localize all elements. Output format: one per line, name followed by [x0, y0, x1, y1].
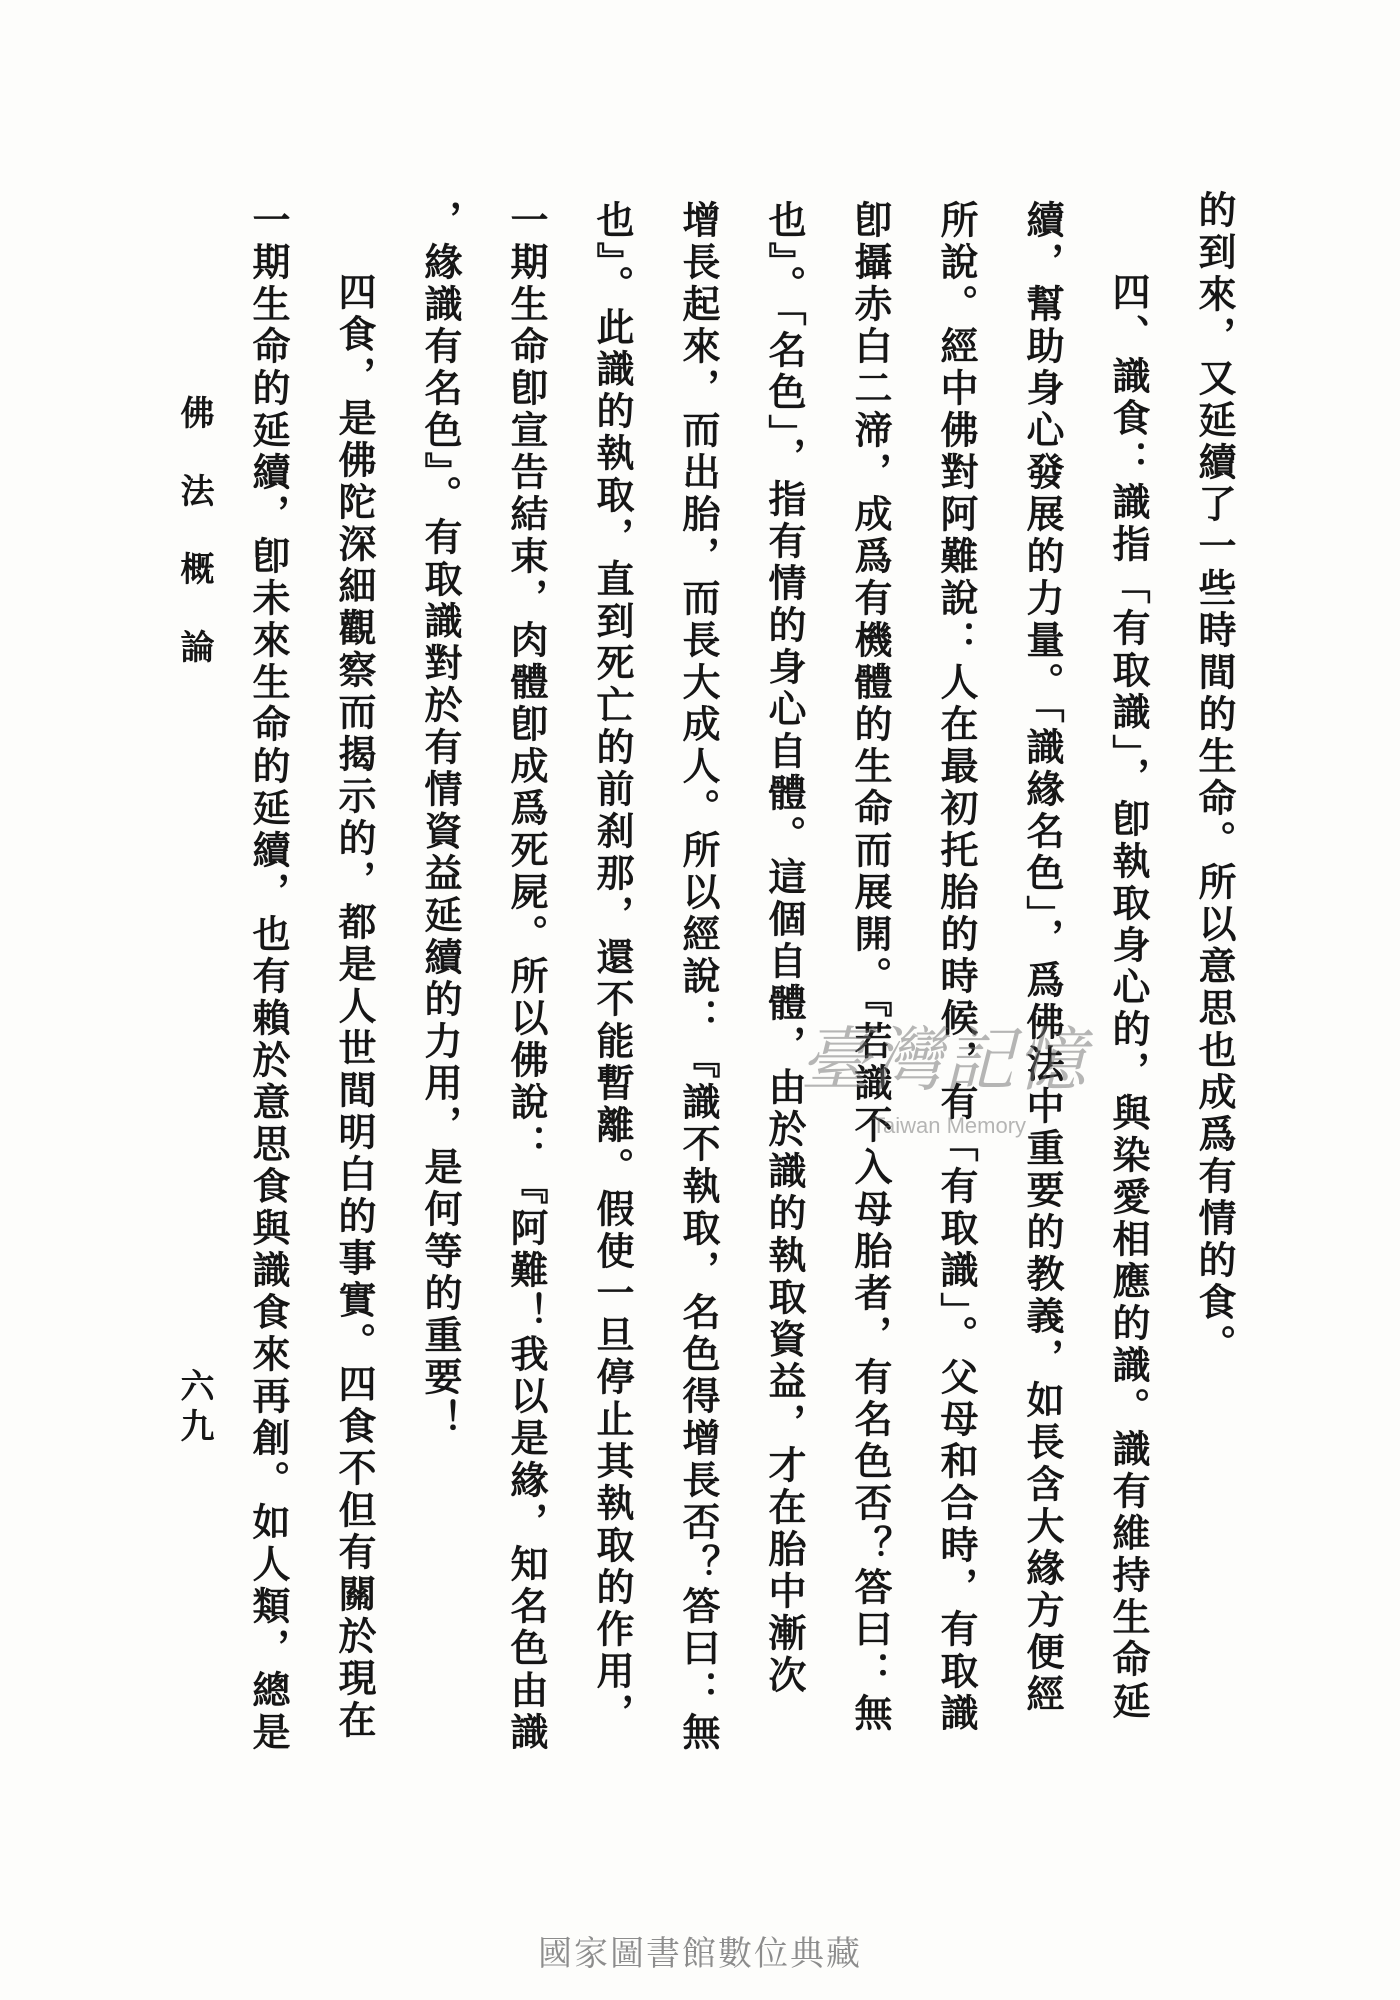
watermark-subtext: Taiwan Memory: [872, 1113, 1027, 1138]
text-column-12: 一期生命的延續，卽未來生命的延續，也有賴於意思食與識食來再創。如人類，總是: [246, 200, 291, 1754]
text-column-5: 卽攝赤白二渧，成爲有機體的生命而展開。『若識不入母胎者，有名色否？答曰：無: [848, 200, 893, 1735]
page-number: 六九: [174, 1368, 214, 1448]
text-column-1: 的到來，又延續了一些時間的生命。所以意思也成爲有情的食。: [1192, 190, 1237, 1366]
watermark-text: 臺灣記憶: [800, 1019, 1088, 1101]
text-column-8: 也』。此識的執取，直到死亡的前刹那，還不能暫離。假使一旦停止其執取的作用，: [590, 200, 635, 1735]
text-column-4: 所說。經中佛對阿難說：人在最初托胎的時候，有「有取識」。父母和合時，有取識: [934, 200, 979, 1735]
text-column-10: ，緣識有名色』。有取識對於有情資益延續的力用，是何等的重要！: [418, 200, 463, 1441]
text-column-3: 續，幫助身心發展的力量。「識緣名色」，爲佛法中重要的教義，如長含大緣方便經: [1020, 200, 1065, 1716]
text-column-2: 四、識食：識指「有取識」，卽執取身心的，與染愛相應的識。識有維持生命延: [1106, 272, 1151, 1723]
text-column-7: 增長起來，而出胎，而長大成人。所以經說：『識不執取，名色得增長否？答曰：無: [676, 200, 721, 1754]
text-column-6: 也』。「名色」，指有情的身心自體。這個自體，由於識的執取資益，才在胎中漸次: [762, 200, 807, 1697]
text-column-9: 一期生命卽宣告結束，肉體卽成爲死屍。所以佛說：『阿難！我以是緣，知名色由識: [504, 200, 549, 1754]
text-column-11: 四食，是佛陀深細觀察而揭示的，都是人世間明白的事實。四食不但有關於現在: [332, 272, 377, 1742]
footer-credit: 國家圖書館數位典藏: [538, 1934, 862, 1974]
running-title: 佛法概論: [174, 395, 214, 707]
